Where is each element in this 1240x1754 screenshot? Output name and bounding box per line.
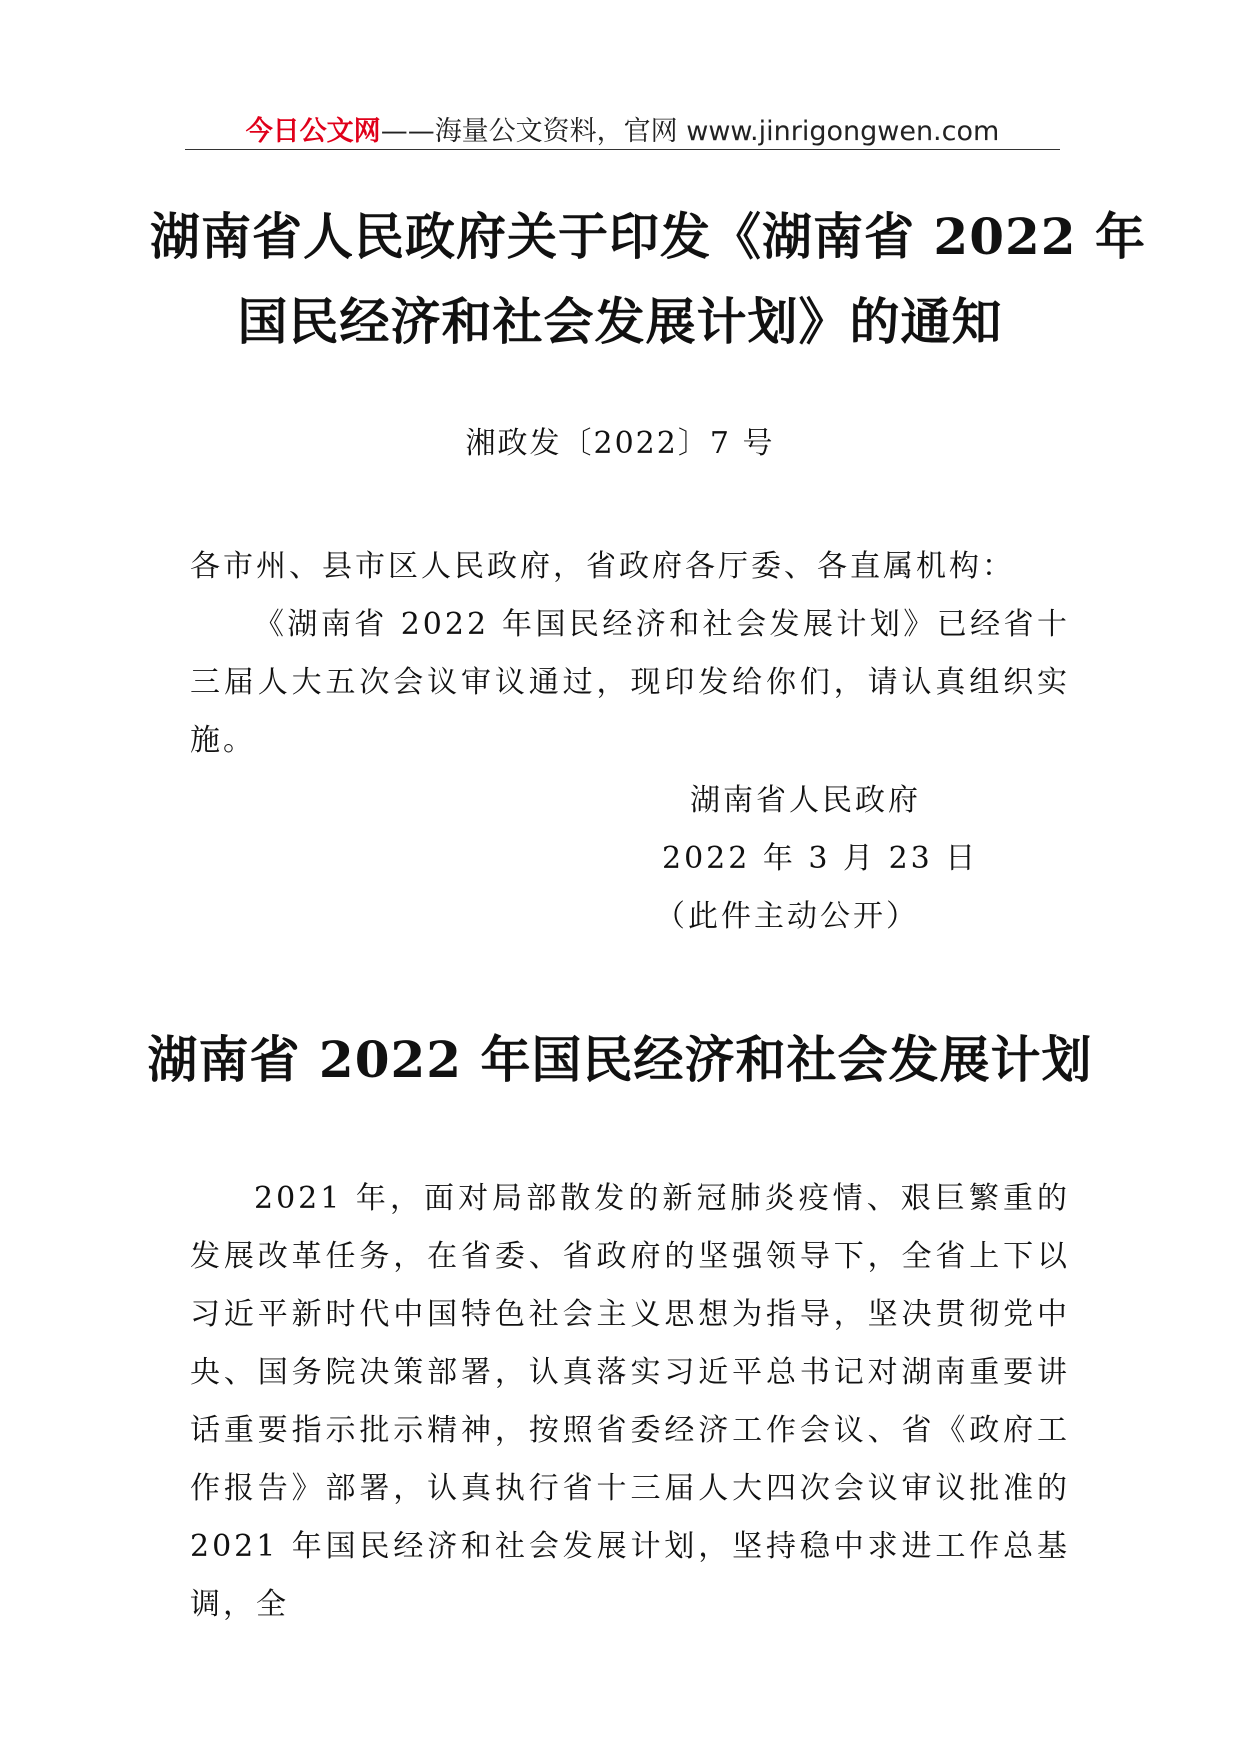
addressee: 各市州、县市区人民政府，省政府各厅委、各直属机构： xyxy=(190,549,1015,584)
site-brand: 今日公文网 xyxy=(245,116,381,147)
plan-title: 湖南省 2022 年国民经济和社会发展计划 xyxy=(147,1030,1093,1089)
notice-title-line-2: 国民经济和社会发展计划》的通知 xyxy=(237,292,1003,351)
plan-paragraph-1: 2021 年，面对局部散发的新冠肺炎疫情、艰巨繁重的发展改革任务，在省委、省政府的坚强领导下，全省上下以习近平新时代中国特色社会主义思想为指导，坚决贯彻党中央、国务院决策部署，认真落实习近平总书记对湖南重要讲话重要指示批示精神，按照省委经济工作会议、省《政府工作报告》部署，认真执行省十三届人大四次会议审议批准的 2021 年国民经济和社会发展计划，坚持稳中求进工作总基调，全 xyxy=(190,1181,1070,1622)
issuing-authority: 湖南省人民政府 xyxy=(690,783,921,818)
notice-body: 《湖南省 2022 年国民经济和社会发展计划》已经省十三届人大五次会议审议通过，现印发给你们，请认真组织实施。 xyxy=(190,607,1070,758)
notice-title-line-1: 湖南省人民政府关于印发《湖南省 2022 年 xyxy=(150,207,1146,266)
disclosure-note: （此件主动公开） xyxy=(655,899,919,934)
document-number: 湘政发〔2022〕7 号 xyxy=(465,426,775,461)
header-line xyxy=(185,109,1060,148)
page-header xyxy=(185,105,1060,150)
site-tagline: ——海量公文资料，官网 www.jinrigongwen.com xyxy=(380,116,1000,147)
issue-date: 2022 年 3 月 23 日 xyxy=(662,841,979,876)
